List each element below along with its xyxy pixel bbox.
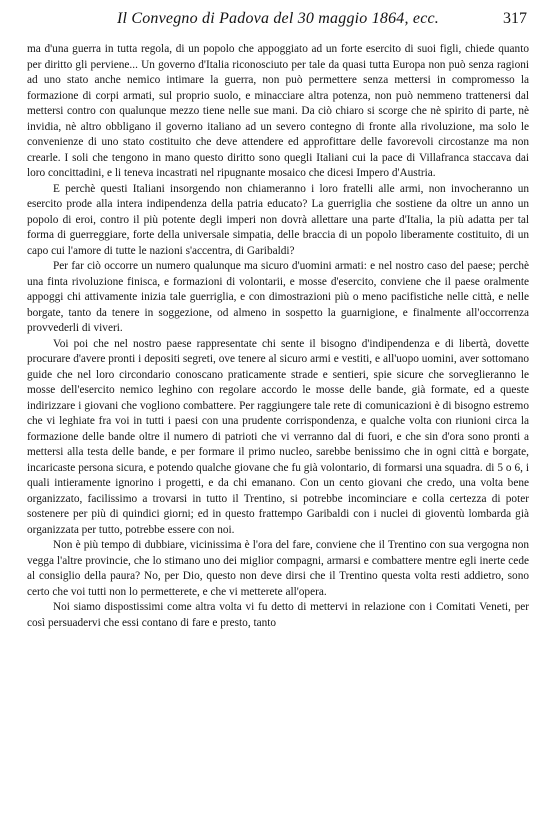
paragraph-2: E perchè questi Italiani insorgendo non chiameranno i loro fratelli alle armi, non invocheranno un esercito prode alla intera indipendenza della patria educato? La guerriglia che sostiene da oltre un anno un popolo di eroi, contro il più potente degli imperi non dovrà allettare una parte d'Italia, la più adatta per tal forma di guerreggiare, forte della universale simpatia, delle braccia di un popolo liberamente costituito, di un capo cui l'amore di tutte le nazioni s'accentra, di Garibaldi? (27, 182, 529, 257)
running-title: Il Convegno di Padova del 30 maggio 1864, ecc. (116, 10, 440, 27)
paragraph-1: ma d'una guerra in tutta regola, di un popolo che appoggiato ad un forte esercito di suoi figli, chiede quanto per diritto gli perviene... Un governo d'Italia riconosciuto per tale da quasi tutta Europa non può senza ragioni ad uno stato anche nemico intimare la guerra, non può permettere senza mettersi in compromesso la formazione di corpi armati, sul proprio suolo, e minacciare altra potenza, non può nemmeno trattenersi dal mettersi contro con qualunque mezzo tiene nelle sue mani. Da ciò chiaro si scorge che nè spirito di parte, nè invidia, nè altro obbligano il governo italiano ad un severo contegno di fronte alla rivoluzione, ma solo le convenienze di uno stato costituito che deve attendere ed approfittare delle favorevoli circostanze ma non crearle. I soli che tengono in mano questo diritto sono quegli Italiani cui la pace di Villafranca staccava dai loro concittadini, e li teneva incastrati nel ripugnante mosaico che dicesi Impero d'Austria. (27, 43, 529, 179)
body-text (27, 42, 529, 631)
page-header (27, 10, 529, 32)
paragraph-5: Non è più tempo di dubbiare, vicinissima è l'ora del fare, conviene che il Trentino con sua vergogna non vegga l'altre provincie, che lo stimano uno dei miglior compagni, armarsi e combattere mentre egli inerte cede al consiglio della paura? No, per Dio, questo non deve dirsi che il Trentino questa volta resti addietro, sono certo che voi tutti non lo permetterete, e che vi metterete all'opera. (27, 539, 529, 598)
paragraph-4: Voi poi che nel nostro paese rappresentate chi sente il bisogno d'indipendenza e di libertà, dovette procurare d'avere pronti i depositi segreti, ove tenere al sicuro armi e vestiti, e all'uopo uomini, aver sottomano guide che nel loro circondario conoscano praticamente strade e sentieri, spie sicure che sorveglieranno le mosse dell'esercito nemico leghino con regolare accordo le mosse delle bande, già formate, ed a queste indirizzare i giovani che vogliono combattere. Per raggiungere tale rete di comunicazioni è di bisogno estremo che vi leghiate fra voi in tutti i paesi con una prudente corrispondenza, e qualche volta con riunioni circa la formazione delle bande oltre il numero di patrioti che vi verranno dal di fuori, e che sin d'ora sono pronti a mettersi alla testa delle bande, e per formare il primo nucleo, sarebbe benissimo che in ogni città e borgate, incaricaste persona sicura, e potendo qualche giovane che fu già volontario, di formarsi una squadra. di 5 o 6, i quali intieramente ignorino i progetti, e da chi emanano. Con un cento giovani che credo, una volta bene organizzato, facilissimo a trovarsi in tutto il Trentino, si potrebbe incominciare e colla certezza di poter sostenere per più di quindici giorni; ed in questo frattempo Garibaldi con i nuclei di gioventù lombarda già organizzata per tutto, potrebbe essere con noi. (27, 337, 529, 536)
paragraph-6: Noi siamo dispostissimi come altra volta vi fu detto di mettervi in relazione con i Comitati Veneti, per così persuadervi che essi contano di fare e presto, tanto (27, 601, 529, 629)
paragraph-3: Per far ciò occorre un numero qualunque ma sicuro d'uomini armati: e nel nostro caso del paese; perchè una finta rivoluzione finisca, e formazioni di volontarii, e mosse d'esercito, conviene che il paese oralmente appoggi chi attivamente inizia tale guerriglia, e con dimostrazioni più o meno pacifistiche nelle città, e nelle borgate, tanto da tenere in soggezione, od almeno in sospetto la guarnigione, e finalmente all'occorrenza provvederli di viveri. (27, 260, 529, 334)
page-number: 317 (503, 10, 527, 27)
